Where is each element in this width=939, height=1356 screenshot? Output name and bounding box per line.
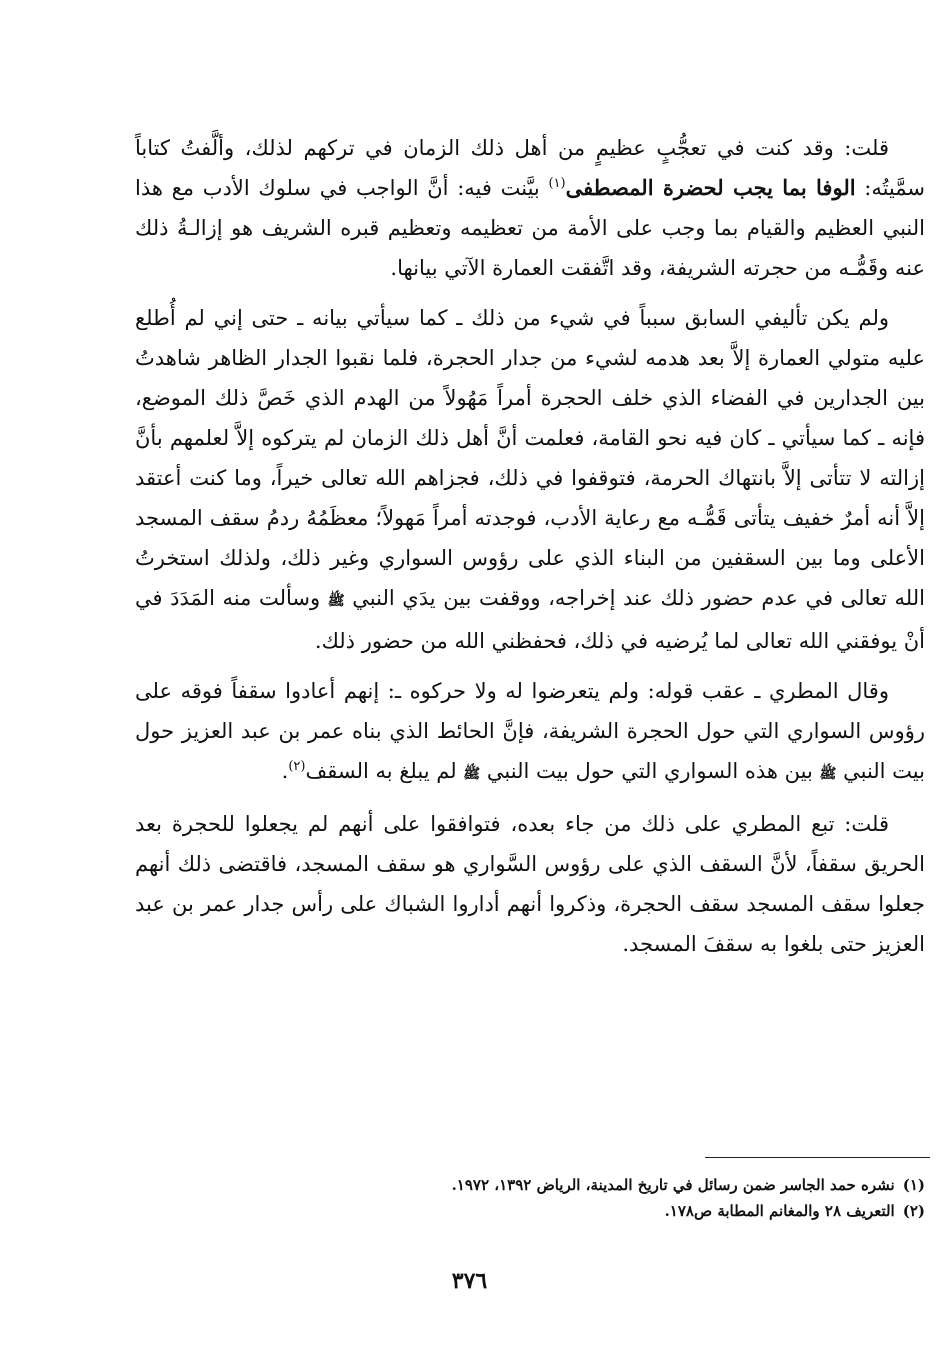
footnote-number: (٢) — [902, 1202, 925, 1220]
page-body — [135, 128, 925, 964]
paragraph-3-text-a: وقال المطري ـ عقب قوله: ولم يتعرضوا له ولا حركوه ـ: إنهم أعادوا سقفاً فوقه على رؤوس السواري التي حول الحجرة الشريفة، فإنَّ الحائط الذي بناه عمر بن عبد العزيز حول بيت النبي — [135, 679, 925, 783]
footnote-1 — [200, 1172, 925, 1198]
paragraph-1-text-b: بيَّنت فيه: أنَّ الواجب في سلوك الأدب مع هذا النبي العظيم والقيام بما وجب على الأمة من تعظيمه وتعظيم قبره الشريف هو إزالـةُ ذلك عنه وقَمُّـه من حجرته الشريفة، وقد اتَّفقت العمارة الآتي بيانها. — [135, 176, 925, 280]
footnote-text: نشره حمد الجاسر ضمن رسائل في تاريخ المدينة، الرياض ١٣٩٢، ١٩٧٢. — [451, 1176, 895, 1194]
paragraph-4 — [135, 804, 925, 964]
footnote-divider — [705, 1157, 930, 1158]
footnotes — [200, 1172, 925, 1224]
paragraph-4-text: قلت: تبع المطري على ذلك من جاء بعده، فتوافقوا على أنهم لم يجعلوا للحجرة بعد الحريق سقفاً، لأنَّ السقف الذي على رؤوس السَّواري هو سقف المسجد، فاقتضى ذلك أنهم جعلوا سقف المسجد سقف الحجرة، وذكروا أنهم أداروا الشباك على رأس جدار عمر بن عبد العزيز حتى بلغوا به سقفَ المسجد. — [135, 812, 925, 956]
book-title: الوفا بما يجب لحضرة المصطفى — [565, 175, 856, 200]
paragraph-3-text-c: لم يبلغ به السقف — [305, 759, 464, 783]
paragraph-1-text-a: قلت: وقد كنت في تعجُّبٍ عظيمٍ من أهل ذلك الزمان في تركهم لذلك، وألَّفتُ كتاباً سمَّيتُه: — [135, 136, 925, 200]
paragraph-3 — [135, 671, 925, 794]
footnote-ref-1[interactable]: (١) — [548, 176, 566, 191]
footnote-ref-2[interactable]: (٢) — [288, 759, 306, 774]
paragraph-2-text-b: وسألت منه المَدَدَ في أنْ يوفقني الله تعالى لما يُرضيه في ذلك، فحفظني الله من حضور ذلك. — [135, 586, 925, 653]
salawat-icon: ﷺ — [327, 593, 345, 609]
paragraph-2-text-a: ولم يكن تأليفي السابق سبباً في شيء من ذلك ـ كما سيأتي بيانه ـ حتى إني لم أُطلع عليه متولي العمارة إلاَّ بعد هدمه لشيء من جدار الحجرة، فلما نقبوا الجدار الظاهر شاهدتُ بين الجدارين في الفضاء الذي خلف الحجرة أمراً مَهُولاً من الهدم الذي خَصَّ ذلك الموضع، فإنه ـ كما سيأتي ـ كان فيه نحو القامة، فعلمت أنَّ أهل ذلك الزمان لم يتركوه إلاَّ لعلمهم بأنَّ إزالته لا تتأتى إلاَّ بانتهاك الحرمة، فتوقفوا في ذلك، فجزاهم الله تعالى خيراً، وما كنت أعتقد إلاَّ أنه أمرٌ خفيف يتأتى قَمُّـه مع رعاية الأدب، فوجدته أمراً مَهولاً؛ معظَمُهُ ردمُ سقف المسجد الأعلى وما بين السقفين من البناء الذي على رؤوس السواري وغير ذلك، ولذلك استخرتُ الله تعالى في عدم حضور ذلك عند إخراجه، ووقفت بين يدَي النبي — [135, 306, 925, 610]
footnote-2 — [200, 1198, 925, 1224]
paragraph-3-text-d: . — [281, 759, 289, 783]
page-number: ٣٧٦ — [451, 1268, 488, 1294]
salawat-icon: ﷺ — [819, 766, 837, 782]
footnote-text: التعريف ٢٨ والمغانم المطابة ص١٧٨. — [664, 1202, 895, 1220]
paragraph-1 — [135, 128, 925, 288]
paragraph-2 — [135, 298, 925, 661]
footnote-number: (١) — [902, 1176, 925, 1194]
paragraph-3-text-b: بين هذه السواري التي حول بيت النبي — [480, 759, 820, 783]
salawat-icon: ﷺ — [463, 766, 481, 782]
